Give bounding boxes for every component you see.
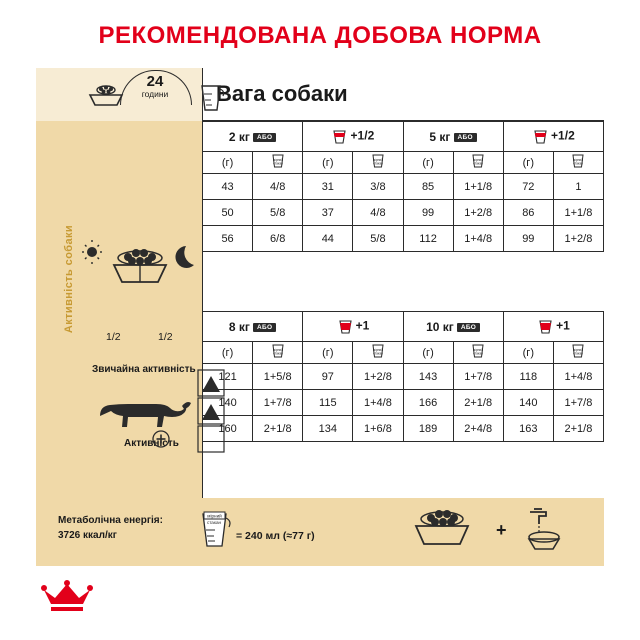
unit-cell-cup — [353, 152, 403, 174]
cell-value: 143 — [403, 364, 453, 390]
unit-cell-grams: (г) — [303, 152, 353, 174]
extra-amount: +1/2 — [350, 128, 375, 143]
measuring-cup-icon — [468, 152, 488, 170]
table-row — [203, 226, 604, 252]
hours-label: години — [141, 88, 169, 99]
or-badge: АБО — [454, 133, 477, 142]
cell-value: 1+4/8 — [353, 390, 403, 416]
svg-text:мірний: мірний — [372, 348, 383, 352]
unit-cell-cup — [553, 152, 603, 174]
unit-cell-grams: (г) — [403, 152, 453, 174]
cell-value: 189 — [403, 416, 453, 442]
cell-value: 4/8 — [353, 200, 403, 226]
feeding-table-block-2 — [202, 311, 604, 442]
svg-text:мірний: мірний — [272, 348, 283, 352]
cell-value: 99 — [403, 200, 453, 226]
svg-text:стакан: стакан — [573, 351, 584, 356]
measuring-cup-icon — [368, 152, 388, 170]
hours-badge — [124, 74, 186, 114]
unit-cell-grams: (г) — [203, 152, 253, 174]
measuring-cup-icon — [196, 80, 226, 114]
measuring-cup-icon — [568, 342, 588, 360]
weight-extra-cell — [303, 312, 403, 342]
cell-value: 1+2/8 — [453, 200, 503, 226]
svg-text:стакан: стакан — [573, 161, 584, 166]
unit-cell-cup — [453, 152, 503, 174]
plus-sign: + — [496, 520, 507, 540]
cell-value: 99 — [503, 226, 553, 252]
svg-text:стакан: стакан — [272, 351, 283, 356]
metabolic-energy-label: Метаболічна енергія: — [58, 515, 163, 526]
unit-cell-cup — [353, 342, 403, 364]
cell-value: 163 — [503, 416, 553, 442]
dog-bowl-icon — [398, 504, 486, 550]
svg-text:стакан: стакан — [272, 161, 283, 166]
cell-value: 2+1/8 — [453, 390, 503, 416]
unit-cell-grams: (г) — [303, 342, 353, 364]
cell-value: 166 — [403, 390, 453, 416]
cell-value: 140 — [503, 390, 553, 416]
page-title: РЕКОМЕНДОВАНА ДОБОВА НОРМА — [98, 22, 542, 49]
normal-activity-label: Звичайна активність — [92, 364, 196, 375]
unit-row — [203, 342, 604, 364]
cell-value: 160 — [203, 416, 253, 442]
cell-value: 37 — [303, 200, 353, 226]
royal-canin-crown-logo — [40, 578, 94, 618]
cup-equivalence-label: = 240 мл (≈77 г) — [236, 530, 315, 542]
cell-value: 50 — [203, 200, 253, 226]
cell-value: 97 — [303, 364, 353, 390]
extra-amount: +1 — [556, 318, 570, 333]
svg-text:мірний: мірний — [573, 348, 584, 352]
cell-value: 1+4/8 — [553, 364, 603, 390]
weight-value: 2 кг — [228, 129, 250, 144]
svg-text:мірний: мірний — [272, 158, 283, 162]
cell-value: 1+1/8 — [453, 174, 503, 200]
feeding-table-panel — [36, 68, 604, 498]
unit-cell-grams: (г) — [503, 342, 553, 364]
cell-value: 1+2/8 — [353, 364, 403, 390]
weight-extra-cell — [503, 122, 603, 152]
cell-value: 1+4/8 — [453, 226, 503, 252]
cell-value: 1+1/8 — [553, 200, 603, 226]
svg-text:мірний: мірний — [207, 513, 222, 519]
unit-cell-cup — [253, 152, 303, 174]
weight-header-cell — [403, 122, 503, 152]
weight-value: 10 кг — [426, 319, 454, 334]
cell-value: 1+7/8 — [553, 390, 603, 416]
weight-row — [203, 122, 604, 152]
or-badge: АБО — [253, 323, 276, 332]
cell-value: 121 — [203, 364, 253, 390]
cell-value: 86 — [503, 200, 553, 226]
unit-cell-cup — [253, 342, 303, 364]
unit-cell-grams: (г) — [503, 152, 553, 174]
unit-row — [203, 152, 604, 174]
cell-value: 31 — [303, 174, 353, 200]
water-tap-icon — [520, 506, 568, 552]
measuring-cup-icon — [268, 152, 288, 170]
measuring-cup-icon — [337, 318, 353, 335]
weight-value: 5 кг — [429, 129, 451, 144]
svg-text:мірний: мірний — [473, 348, 484, 352]
cell-value: 72 — [503, 174, 553, 200]
table-row — [203, 174, 604, 200]
cell-value: 1+5/8 — [253, 364, 303, 390]
weight-extra-cell — [303, 122, 403, 152]
svg-text:стакан: стакан — [473, 161, 484, 166]
cell-value: 1 — [553, 174, 603, 200]
cell-value: 56 — [203, 226, 253, 252]
weight-extra-cell — [503, 312, 603, 342]
svg-text:стакан: стакан — [373, 351, 383, 356]
cell-value: 44 — [303, 226, 353, 252]
plus-circle-icon — [152, 430, 170, 448]
measuring-cup-icon — [331, 128, 347, 145]
measuring-cup-icon — [268, 342, 288, 360]
sun-moon-bowl-icon — [82, 240, 198, 288]
cell-value: 6/8 — [253, 226, 303, 252]
table-row — [203, 416, 604, 442]
extra-amount: +1 — [355, 318, 370, 333]
cell-value: 1+7/8 — [253, 390, 303, 416]
half-portion-left: 1/2 — [106, 331, 121, 343]
cell-value: 2+1/8 — [253, 416, 303, 442]
half-portion-right: 1/2 — [158, 331, 173, 343]
measuring-cup-icon — [368, 342, 388, 360]
cell-value: 1+6/8 — [353, 416, 403, 442]
table-row — [203, 200, 604, 226]
metabolic-energy-value: 3726 ккал/кг — [58, 529, 117, 541]
svg-text:стакан: стакан — [206, 520, 222, 525]
cell-value: 134 — [303, 416, 353, 442]
feeding-table-block-1 — [202, 121, 604, 252]
svg-text:мірний: мірний — [372, 158, 383, 162]
table-row — [203, 390, 604, 416]
unit-cell-cup — [453, 342, 503, 364]
activity-label: Активність — [124, 438, 179, 449]
svg-text:стакан: стакан — [473, 351, 484, 356]
weight-header-cell — [403, 312, 503, 342]
cell-value: 3/8 — [353, 174, 403, 200]
weight-header-cell — [203, 122, 303, 152]
cell-value: 115 — [303, 390, 353, 416]
weight-header-cell — [203, 312, 303, 342]
or-badge: АБО — [253, 133, 276, 142]
measuring-cup-icon — [568, 152, 588, 170]
activity-vertical-label: Активність собаки — [63, 224, 75, 334]
cell-value: 140 — [203, 390, 253, 416]
cell-value: 2+1/8 — [553, 416, 603, 442]
cell-value: 1+7/8 — [453, 364, 503, 390]
unit-cell-grams: (г) — [203, 342, 253, 364]
measuring-cup-icon — [196, 508, 232, 552]
measuring-cup-icon — [468, 342, 488, 360]
cell-value: 43 — [203, 174, 253, 200]
extra-amount: +1/2 — [551, 128, 575, 143]
cell-value: 5/8 — [353, 226, 403, 252]
svg-text:мірний: мірний — [473, 158, 484, 162]
hours-number: 24 — [146, 73, 164, 90]
table-row — [203, 364, 604, 390]
svg-text:мірний: мірний — [573, 158, 584, 162]
cell-value: 118 — [503, 364, 553, 390]
measuring-cup-icon — [537, 318, 553, 335]
unit-cell-cup — [553, 342, 603, 364]
metabolic-energy-text — [58, 514, 163, 543]
cell-value: 5/8 — [253, 200, 303, 226]
svg-text:стакан: стакан — [373, 161, 383, 166]
weight-header-row — [202, 68, 604, 121]
or-badge: АБО — [457, 323, 480, 332]
cell-value: 4/8 — [253, 174, 303, 200]
cell-value: 112 — [403, 226, 453, 252]
weight-row — [203, 312, 604, 342]
weight-value: 8 кг — [228, 319, 250, 334]
dachshund-icon — [94, 386, 198, 432]
unit-cell-grams: (г) — [403, 342, 453, 364]
measuring-cup-icon — [532, 128, 548, 145]
cell-value: 1+2/8 — [553, 226, 603, 252]
cell-value: 2+4/8 — [453, 416, 503, 442]
weight-header-label: Вага собаки — [216, 81, 348, 106]
cell-value: 85 — [403, 174, 453, 200]
